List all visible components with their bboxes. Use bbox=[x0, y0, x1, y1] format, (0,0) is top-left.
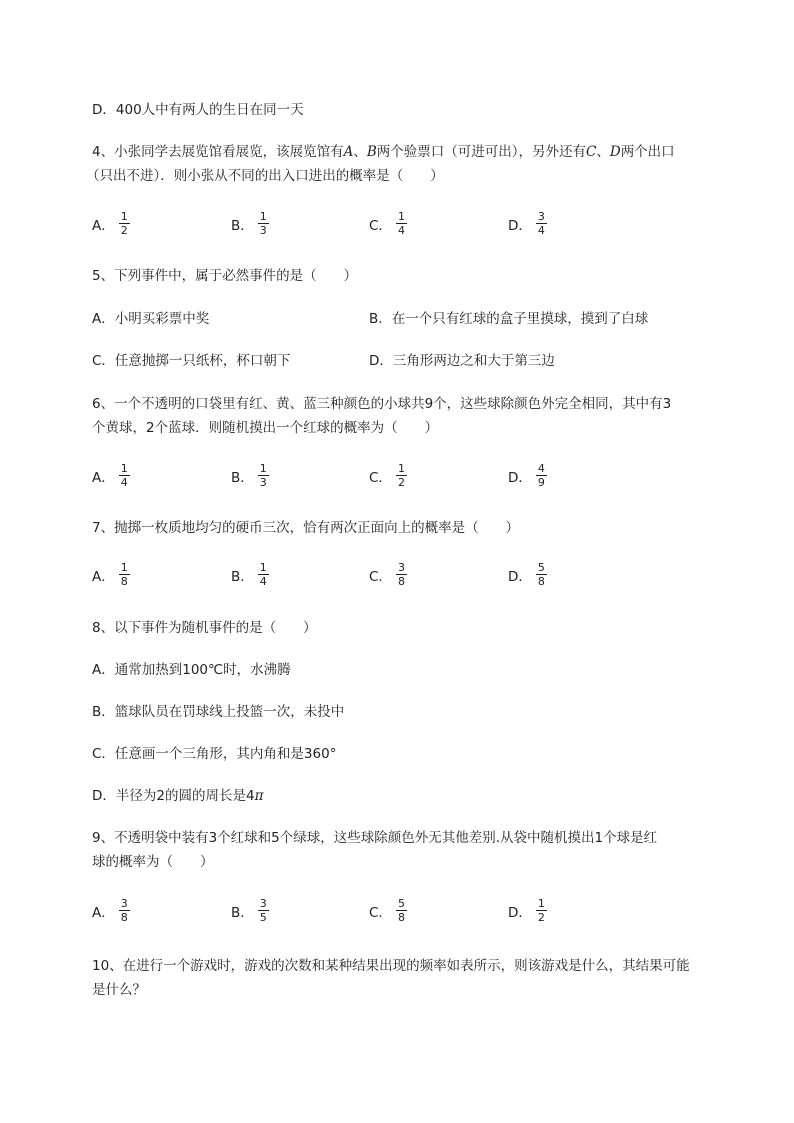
fraction bbox=[396, 561, 407, 588]
option-label: C． bbox=[369, 568, 392, 585]
q10-stem-line2: 是什么？ bbox=[92, 982, 146, 998]
option-label: C． bbox=[369, 217, 392, 234]
denominator: 3 bbox=[259, 224, 267, 237]
fraction bbox=[536, 561, 547, 588]
option-label: D． bbox=[508, 568, 532, 585]
fraction bbox=[536, 462, 547, 489]
denominator: 8 bbox=[120, 911, 128, 924]
option-label: A． bbox=[92, 469, 115, 486]
denominator: 4 bbox=[537, 224, 545, 237]
q6-option-a bbox=[92, 462, 130, 489]
numerator: 1 bbox=[120, 561, 128, 574]
q4-stem-part: 两个出口 bbox=[620, 144, 675, 160]
option-label: D． bbox=[508, 469, 532, 486]
numerator: 1 bbox=[397, 210, 405, 223]
fraction bbox=[258, 561, 269, 588]
q4-stem-part: 两个验票口（可进可出），另外还有 bbox=[376, 144, 587, 160]
fraction bbox=[396, 897, 407, 924]
option-label: B． bbox=[231, 217, 254, 234]
q4-stem-line2: （只出不进）．则小张从不同的出入口进出的概率是（ ） bbox=[86, 168, 444, 184]
fraction bbox=[396, 210, 407, 237]
q4-var: A bbox=[343, 144, 354, 160]
q4-var: D bbox=[609, 144, 621, 160]
numerator: 1 bbox=[259, 462, 267, 475]
numerator: 3 bbox=[537, 210, 545, 223]
denominator: 4 bbox=[120, 476, 128, 489]
denominator: 2 bbox=[537, 911, 545, 924]
q9-stem-line1: 9、不透明袋中装有3个红球和5个绿球，这些球除颜色外无其他差别.从袋中随机摸出1个球是红 bbox=[92, 830, 658, 846]
option-label: A． bbox=[92, 217, 115, 234]
q9-option-d bbox=[508, 897, 547, 924]
fraction bbox=[119, 210, 130, 237]
numerator: 3 bbox=[259, 897, 267, 910]
q4-option-d bbox=[508, 210, 547, 237]
numerator: 1 bbox=[259, 210, 267, 223]
numerator: 1 bbox=[537, 897, 545, 910]
numerator: 1 bbox=[259, 561, 267, 574]
q6-stem-line1: 6、一个不透明的口袋里有红、黄、蓝三种颜色的小球共9个，这些球除颜色外完全相同，其中有3 bbox=[92, 396, 672, 412]
q4-sep: 、 bbox=[596, 144, 610, 160]
option-label: B． bbox=[231, 568, 254, 585]
q4-option-c bbox=[369, 210, 407, 237]
option-label: A． bbox=[92, 568, 115, 585]
q6-option-d bbox=[508, 462, 547, 489]
denominator: 4 bbox=[259, 575, 267, 588]
q4-sep: 、 bbox=[353, 144, 367, 160]
denominator: 2 bbox=[397, 476, 405, 489]
numerator: 1 bbox=[120, 210, 128, 223]
denominator: 5 bbox=[259, 911, 267, 924]
q8-stem: 8、以下事件为随机事件的是（ ） bbox=[92, 620, 317, 636]
q9-stem-line2: 球的概率为（ ） bbox=[92, 854, 214, 870]
q6-option-c bbox=[369, 462, 407, 489]
denominator: 2 bbox=[120, 224, 128, 237]
q7-option-b bbox=[231, 561, 269, 588]
q4-var: B bbox=[366, 144, 377, 160]
option-label: B． bbox=[231, 904, 254, 921]
q6-option-b bbox=[231, 462, 269, 489]
pi-symbol: π bbox=[254, 788, 264, 804]
numerator: 1 bbox=[120, 462, 128, 475]
fraction bbox=[536, 897, 547, 924]
fraction bbox=[119, 462, 130, 489]
denominator: 8 bbox=[397, 575, 405, 588]
q4-stem-part: 4、小张同学去展览馆看展览，该展览馆有 bbox=[92, 144, 344, 160]
numerator: 4 bbox=[537, 462, 545, 475]
fraction bbox=[258, 462, 269, 489]
option-label: A． bbox=[92, 904, 115, 921]
denominator: 8 bbox=[537, 575, 545, 588]
fraction bbox=[119, 561, 130, 588]
denominator: 8 bbox=[397, 911, 405, 924]
q7-option-c bbox=[369, 561, 407, 588]
q8-option-a: A．通常加热到100℃时，水沸腾 bbox=[92, 662, 291, 678]
option-label: B． bbox=[231, 469, 254, 486]
q6-stem-line2: 个黄球，2个蓝球．则随机摸出一个红球的概率为（ ） bbox=[92, 420, 439, 436]
q4-stem-line1 bbox=[92, 142, 675, 162]
denominator: 8 bbox=[120, 575, 128, 588]
q4-option-a bbox=[92, 210, 130, 237]
fraction bbox=[119, 897, 130, 924]
q9-option-a bbox=[92, 897, 130, 924]
numerator: 3 bbox=[397, 561, 405, 574]
q5-stem: 5、下列事件中，属于必然事件的是（ ） bbox=[92, 268, 358, 284]
q4-option-b bbox=[231, 210, 269, 237]
fraction bbox=[396, 462, 407, 489]
option-label: C． bbox=[369, 469, 392, 486]
numerator: 5 bbox=[537, 561, 545, 574]
numerator: 3 bbox=[120, 897, 128, 910]
option-label: C． bbox=[369, 904, 392, 921]
numerator: 5 bbox=[397, 897, 405, 910]
q4-var: C bbox=[586, 144, 597, 160]
q5-option-a: A．小明买彩票中奖 bbox=[92, 311, 210, 327]
q8-option-d bbox=[92, 786, 263, 806]
q8-option-d-text: D．半径为2的圆的周长是4 bbox=[92, 788, 255, 804]
q5-option-c: C．任意抛掷一只纸杯，杯口朝下 bbox=[92, 353, 291, 369]
numerator: 1 bbox=[397, 462, 405, 475]
option-label: D． bbox=[508, 217, 532, 234]
fraction bbox=[258, 210, 269, 237]
q7-stem: 7、抛掷一枚质地均匀的硬币三次，恰有两次正面向上的概率是（ ） bbox=[92, 520, 520, 536]
q7-option-a bbox=[92, 561, 130, 588]
q5-option-b: B．在一个只有红球的盒子里摸球，摸到了白球 bbox=[369, 311, 649, 327]
option-label: D． bbox=[508, 904, 532, 921]
denominator: 3 bbox=[259, 476, 267, 489]
denominator: 9 bbox=[537, 476, 545, 489]
q8-option-b: B．篮球队员在罚球线上投篮一次，未投中 bbox=[92, 704, 345, 720]
q5-option-d: D．三角形两边之和大于第三边 bbox=[369, 353, 555, 369]
q8-option-c: C．任意画一个三角形，其内角和是360° bbox=[92, 746, 337, 762]
fraction bbox=[536, 210, 547, 237]
q10-stem-line1: 10、在进行一个游戏时，游戏的次数和某种结果出现的频率如表所示，则该游戏是什么，其结果可能 bbox=[92, 958, 690, 974]
q9-option-c bbox=[369, 897, 407, 924]
q3-option-d: D．400人中有两人的生日在同一天 bbox=[92, 102, 304, 118]
q9-option-b bbox=[231, 897, 269, 924]
denominator: 4 bbox=[397, 224, 405, 237]
q7-option-d bbox=[508, 561, 547, 588]
fraction bbox=[258, 897, 269, 924]
